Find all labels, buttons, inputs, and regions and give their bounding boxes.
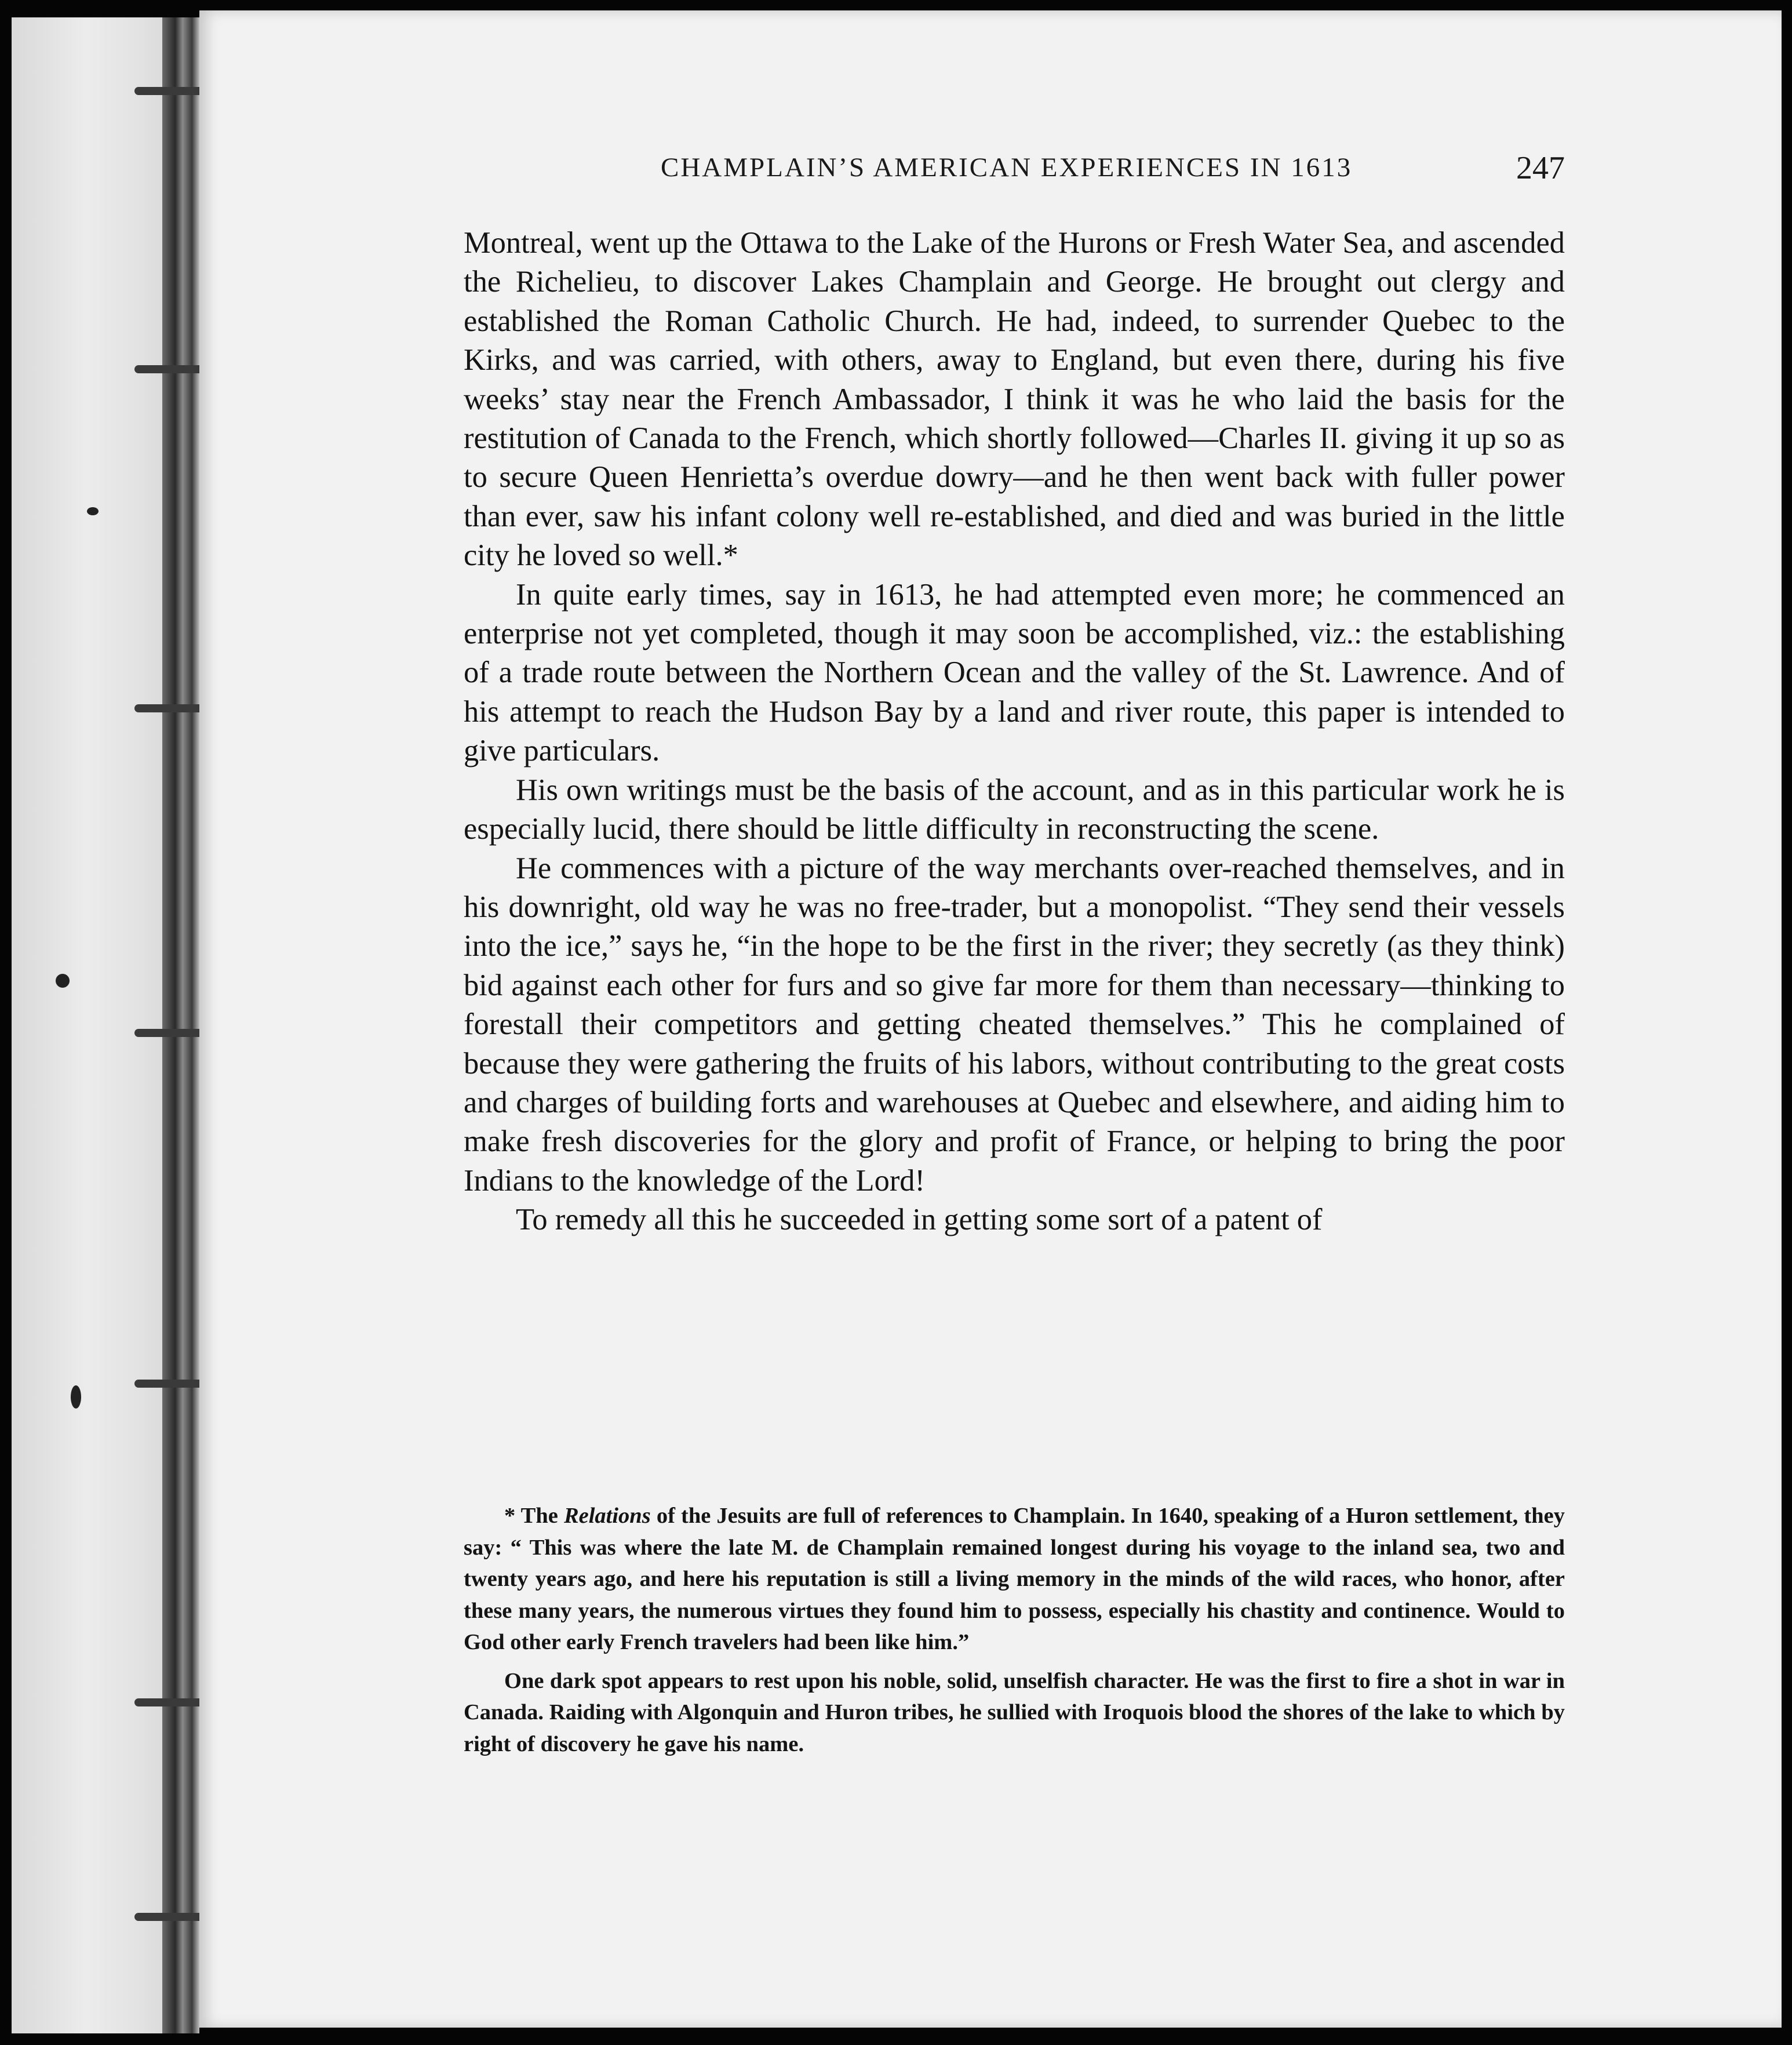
- paragraph: In quite early times, say in 1613, he had attempted even more; he commenced an enterprise not yet completed, though it may soon be accomplished, viz.: the establishing of a trade route between the Northern Ocean and the valley of the St. Lawrence. And of his attempt to reach the Hudson Bay by a land and river route, this paper is intended to give particulars.: [464, 577, 1565, 768]
- running-head: CHAMPLAIN’S AMERICAN EXPERIENCES IN 1613: [661, 152, 1353, 183]
- paragraph: He commences with a picture of the way merchants over-reached themselves, and in his downright, old way he was no free-trader, but a monopolist. “They send their vessels into the ice,” says he, “in the hope to be the first in the river; they secretly (as they think) bid against each other for furs and so give far more for them than necessary—thinking to forestall their competitors and getting cheated themselves.” This he complained of because they were gathering the fruits of his labors, without contributing to the great costs and charges of building forts and warehouses at Quebec and elsewhere, and aiding him to make fresh discoveries for the glory and profit of France, or helping to bring the poor Indians to the knowledge of the Lord!: [464, 851, 1565, 1198]
- book-binding: [162, 17, 199, 2033]
- footnote-italic-title: Relations: [563, 1504, 651, 1528]
- scan-speck: [87, 507, 99, 515]
- paragraph: His own writings must be the basis of the account, and as in this particular work he is especially lucid, there should be little difficulty in reconstructing the scene.: [464, 773, 1565, 846]
- footnotes: [464, 1500, 1565, 1760]
- footnote: [464, 1500, 1565, 1658]
- page-number: 247: [1516, 150, 1565, 186]
- footnote: One dark spot appears to rest upon his noble, solid, unselfish character. He was the first to fire a shot in war in Canada. Raiding with Algonquin and Huron tribes, he sullied with Iroquois blood the shores of the lake to which by right of discovery he gave his name.: [464, 1668, 1565, 1756]
- body-text: [464, 224, 1565, 1240]
- footnote-text: of the Jesuits are full of references to Champlain. In 1640, speaking of a Huron settlement, they say: “ This was where the late M. de Champlain remained longest during his voyage to the inland sea, two and twenty years ago, and here his reputation is still a living memory in the minds of the wild races, who honor, after these many years, the numerous virtues they found him to possess, especially his chastity and continence. Would to God other early French travelers had been like him.”: [464, 1504, 1565, 1654]
- paragraph: Montreal, went up the Ottawa to the Lake of the Hurons or Fresh Water Sea, and ascended the Richelieu, to discover Lakes Champlain and George. He brought out clergy and established the Roman Catholic Church. He had, indeed, to surrender Quebec to the Kirks, and was carried, with others, away to England, but even there, during his five weeks’ stay near the French Ambassador, I think it was he who laid the basis for the restitution of Canada to the French, which shortly followed—Charles II. giving it up so as to secure Queen Henrietta’s overdue dowry—and he then went back with fuller power than ever, saw his infant colony well re-established, and died and was buried in the little city he loved so well.*: [464, 226, 1565, 573]
- paragraph: To remedy all this he succeeded in getting some sort of a patent of: [516, 1203, 1323, 1237]
- scan-speck: [56, 974, 70, 988]
- scan-speck: [71, 1385, 81, 1409]
- footnote-prefix: * The: [504, 1504, 564, 1528]
